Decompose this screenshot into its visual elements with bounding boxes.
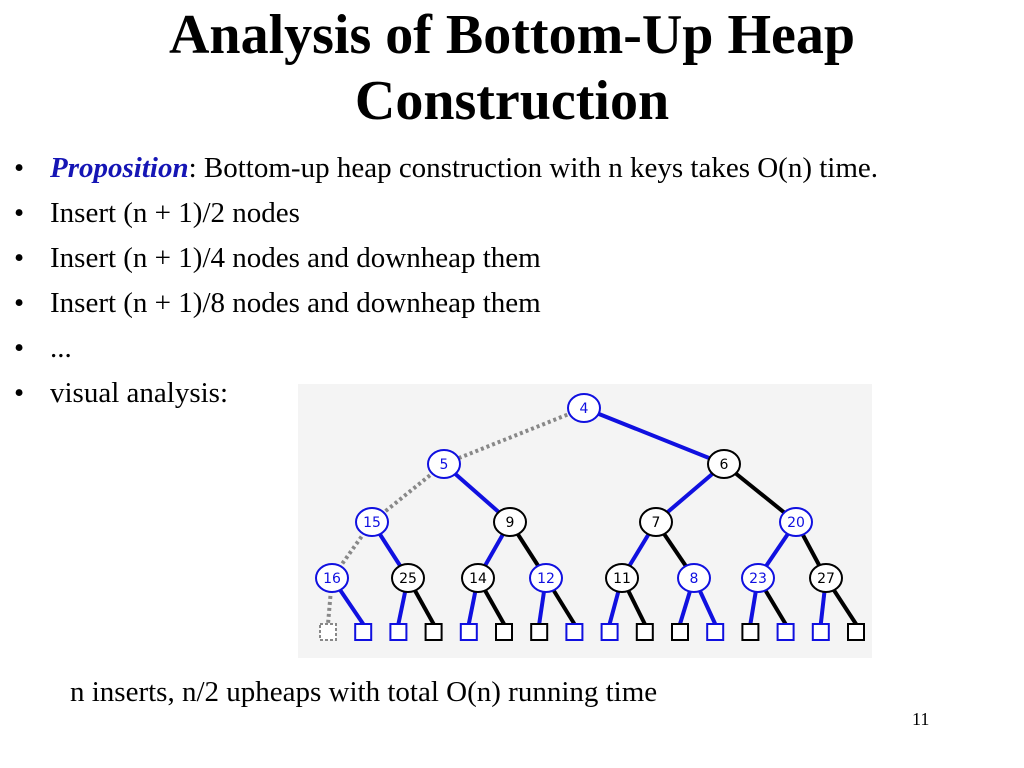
leaf-node	[355, 624, 371, 640]
tree-edge	[444, 408, 584, 464]
bullet-dot: •	[14, 242, 25, 274]
leaf-node	[637, 624, 653, 640]
bullet-list	[14, 150, 974, 420]
leaf-node	[742, 624, 758, 640]
heap-tree-svg	[298, 384, 872, 658]
leaf-node	[496, 624, 512, 640]
heap-node-key: 15	[363, 515, 381, 531]
leaf-node	[320, 624, 336, 640]
bullet-dot: •	[14, 197, 25, 229]
leaf-node	[707, 624, 723, 640]
leaf-node	[672, 624, 688, 640]
bullet-text: Insert (n + 1)/8 nodes and downheap them	[50, 287, 541, 319]
bullet-dot: •	[14, 152, 25, 184]
heap-node-key: 20	[787, 515, 805, 531]
heap-diagram	[298, 384, 872, 658]
leaf-node	[566, 624, 582, 640]
leaf-node	[778, 624, 794, 640]
page-number: 11	[912, 709, 930, 729]
leaf-node	[848, 624, 864, 640]
heap-node-key: 4	[579, 401, 589, 417]
heap-node-key: 8	[689, 571, 699, 587]
heap-node-key: 6	[719, 457, 729, 473]
bullet-text: Insert (n + 1)/4 nodes and downheap them	[50, 242, 541, 274]
heap-node-key: 12	[537, 571, 555, 587]
tree-edge	[584, 408, 724, 464]
bullet-text: ...	[50, 332, 72, 364]
figure-caption: n inserts, n/2 upheaps with total O(n) running time	[70, 676, 658, 708]
leaf-node	[461, 624, 477, 640]
heap-node-key: 11	[613, 571, 631, 587]
heap-node-key: 25	[399, 571, 417, 587]
bullet-item	[14, 195, 974, 231]
bullet-dot: •	[14, 377, 25, 409]
heap-node-key: 14	[469, 571, 487, 587]
slide-title	[0, 2, 1024, 134]
heap-node-key: 5	[439, 457, 449, 473]
heap-node-key: 23	[749, 571, 767, 587]
bullet-text: visual analysis:	[50, 377, 229, 409]
leaf-node	[390, 624, 406, 640]
leaf-node	[531, 624, 547, 640]
slide-title-line-1: Analysis of Bottom-Up Heap	[168, 4, 856, 66]
heap-node-key: 9	[505, 515, 515, 531]
heap-node-key: 7	[651, 515, 661, 531]
slide-title-line-2: Construction	[354, 70, 670, 132]
leaf-node	[813, 624, 829, 640]
leaf-node	[602, 624, 618, 640]
bullet-item	[14, 240, 974, 276]
bullet-dot: •	[14, 287, 25, 319]
leaf-node	[426, 624, 442, 640]
bullet-item	[14, 330, 974, 366]
bullet-item	[14, 285, 974, 321]
heap-node-key: 27	[817, 571, 835, 587]
proposition-label: Proposition	[50, 152, 189, 184]
bullet-item	[14, 150, 974, 186]
bullet-text: : Bottom-up heap construction with n keys takes O(n) time.	[188, 152, 879, 184]
bullet-dot: •	[14, 332, 25, 364]
heap-node-key: 16	[323, 571, 341, 587]
bullet-text: Insert (n + 1)/2 nodes	[50, 197, 300, 229]
